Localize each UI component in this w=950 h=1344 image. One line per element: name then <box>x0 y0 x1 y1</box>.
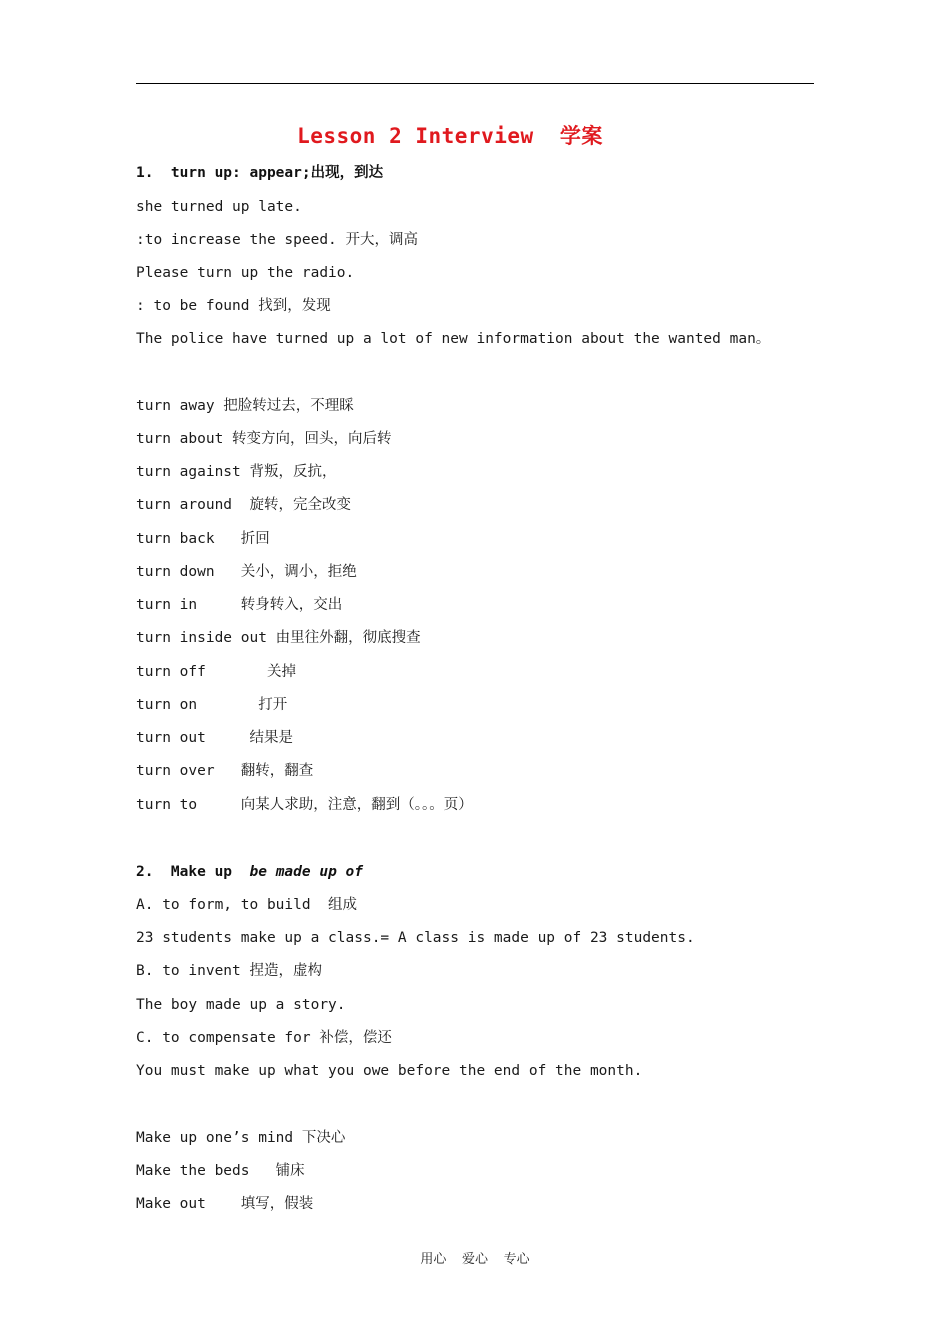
section2-line: B. to invent 捏造，虚构 <box>136 963 322 979</box>
section1-heading: 1. turn up: appear;出现，到达 <box>136 165 384 181</box>
phrase-item: turn away 把脸转过去，不理睬 <box>136 398 354 414</box>
page-footer: 用心 爱心 专心 <box>420 1252 530 1267</box>
section2-heading-text: 2. Make up <box>136 864 250 880</box>
phrase-item: turn down 关小，调小，拒绝 <box>136 564 357 580</box>
section2-line: C. to compensate for 补偿，偿还 <box>136 1030 392 1046</box>
phrase-item: turn to 向某人求助，注意，翻到（。。。页） <box>136 797 473 813</box>
phrase-item: turn against 背叛，反抗， <box>136 464 337 480</box>
section2-line: 23 students make up a class.= A class is made up of 23 students. <box>136 930 695 946</box>
phrase-item: Make the beds 铺床 <box>136 1163 305 1179</box>
section1-line: The police have turned up a lot of new information about the wanted man。 <box>136 331 771 347</box>
section2-heading-italic: be made up of <box>249 864 363 880</box>
phrase-item: turn on 打开 <box>136 697 288 713</box>
phrase-item: turn back 折回 <box>136 531 270 547</box>
phrase-item: turn in 转身转入，交出 <box>136 597 343 613</box>
phrase-item: turn inside out 由里往外翻，彻底搜查 <box>136 630 421 646</box>
section2-heading <box>136 862 363 882</box>
section1-line: : to be found 找到，发现 <box>136 298 331 314</box>
phrase-item: turn over 翻转，翻查 <box>136 763 314 779</box>
phrase-item: Make up one’s mind 下决心 <box>136 1130 346 1146</box>
phrase-item: turn around 旋转，完全改变 <box>136 497 351 513</box>
section2-line: A. to form, to build 组成 <box>136 897 358 913</box>
phrase-item: turn about 转变方向，回头，向后转 <box>136 431 392 447</box>
section1-line: she turned up late. <box>136 199 302 215</box>
phrase-item: Make out 填写，假装 <box>136 1196 314 1212</box>
section1-line: :to increase the speed. 开大，调高 <box>136 232 419 248</box>
section2-line: The boy made up a story. <box>136 997 346 1013</box>
lesson-title: Lesson 2 Interview 学案 <box>297 124 603 148</box>
phrase-item: turn out 结果是 <box>136 730 293 746</box>
section2-line: You must make up what you owe before the end of the month. <box>136 1063 643 1079</box>
header-rule <box>136 83 814 84</box>
section1-line: Please turn up the radio. <box>136 265 355 281</box>
phrase-item: turn off 关掉 <box>136 664 296 680</box>
